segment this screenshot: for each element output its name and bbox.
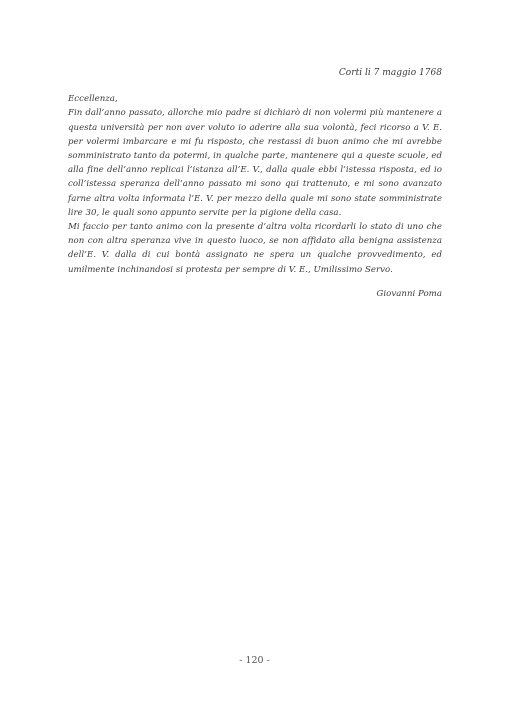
signature: Giovanni Poma bbox=[376, 288, 442, 299]
salutation: Eccellenza, bbox=[68, 94, 118, 105]
letter-body bbox=[68, 66, 442, 301]
dateline: Corti li 7 maggio 1768 bbox=[338, 68, 442, 78]
paragraph-2: Mi faccio per tanto animo con la presente d’altra volta ricordarli lo stato di uno che non con altra speranza vive in questo luoco, se non affidato alla benigna assistenza dell’E. V. dalla di cui bontà assignato ne spera un qualche provvedimento, ed umilmente inchinandosi si protesta per sempre di V. E., Umilissimo Servo. bbox=[68, 222, 442, 275]
paragraph-1: Fin dall’anno passato, allorche mio padre si dichiarò di non volermi più mantenere a questa università per non aver voluto io aderire alla sua volontà, feci ricorso a V. E. per volermi imbarcare e mi fu risposto, che restassi di buon animo che mi avrebbe somministrato tanto da potermi, in qualche parte, mantenere qui a queste scuole, ed alla fine dell’anno replicai l’istanza all’E. V., dalla quale ebbi l’istessa risposta, ed io coll’istessa speranza dell’anno passato mi sono qui trattenuto, e mi sono avanzato farne altra volta informata l’E. V. per mezzo della quale mi sono state somministrate lire 30, le quali sono appunto servite per la pigione della casa. bbox=[68, 108, 442, 218]
page-number: - 120 - bbox=[239, 655, 270, 666]
